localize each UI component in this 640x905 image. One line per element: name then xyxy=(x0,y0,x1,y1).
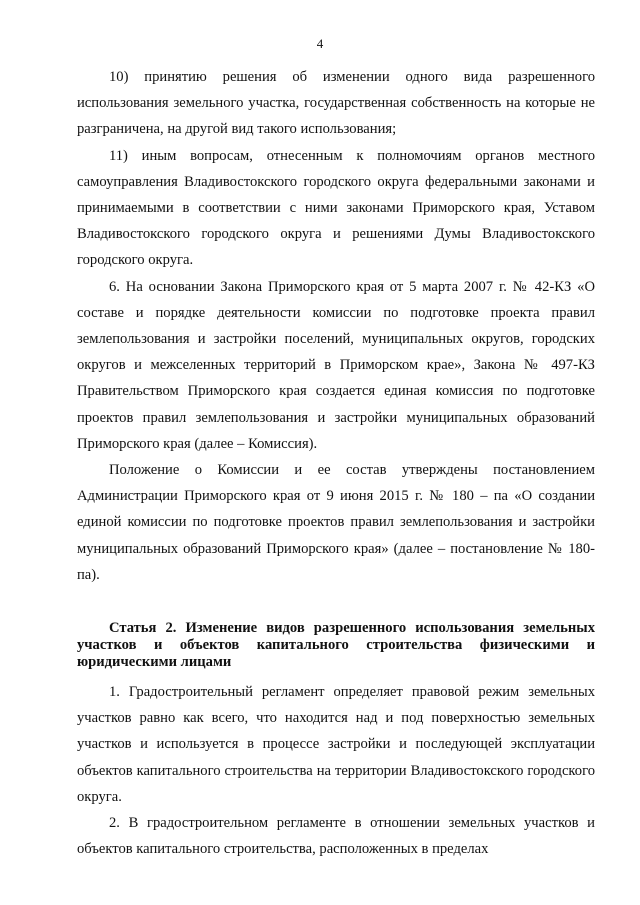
page-number: 4 xyxy=(316,36,324,51)
paragraph-commission-regulation: Положение о Комиссии и ее состав утверждены постановлением Администрации Приморского края от 9 июня 2015 г. № 180 – па «О создании единой комиссии по подготовке проектов правил землепользования и застройки муниципальных образований Приморского края» (далее – постановление № 180-па). xyxy=(77,462,595,583)
paragraph-article-2-point-1: 1. Градостроительный регламент определяет правовой режим земельных участков равно как всего, что находится над и под поверхностью земельных участков и используется в процессе застройки и последующей эксплуатации объектов капитального строительства на территории Владивостокского городского округа. xyxy=(77,684,595,805)
paragraph-article-2-point-2: 2. В градостроительном регламенте в отношении земельных участков и объектов капитального строительства, расположенных в пределах xyxy=(77,815,595,858)
paragraph-item-11: 11) иным вопросам, отнесенным к полномочиям органов местного самоуправления Владивостокского городского округа федеральными законами и принимаемыми в соответствии с ними законами Приморского края, Уставом Владивостокского городского округа и решениями Думы Владивостокского городского округа. xyxy=(77,147,595,269)
paragraph-section-6: 6. На основании Закона Приморского края от 5 марта 2007 г. № 42-КЗ «О составе и порядке деятельности комиссии по подготовке проекта правил землепользования и застройки поселений, муниципальных округов, городских округов и межселенных территорий в Приморском крае», Закона № 497-КЗ Правительством Приморского края создается единая комиссия по подготовке проектов правил землепользования и застройки муниципальных образований Приморского края (далее – Комиссия). xyxy=(77,278,595,452)
paragraph-item-10: 10) принятию решения об изменении одного вида разрешенного использования земельного участка, государственная собственность на которые не разграничена, на другой вид такого использования; xyxy=(77,69,595,138)
document-body xyxy=(77,64,595,862)
article-2-heading: Статья 2. Изменение видов разрешенного использования земельных участков и объектов капитального строительства физическими и юридическими лицами xyxy=(77,620,595,671)
